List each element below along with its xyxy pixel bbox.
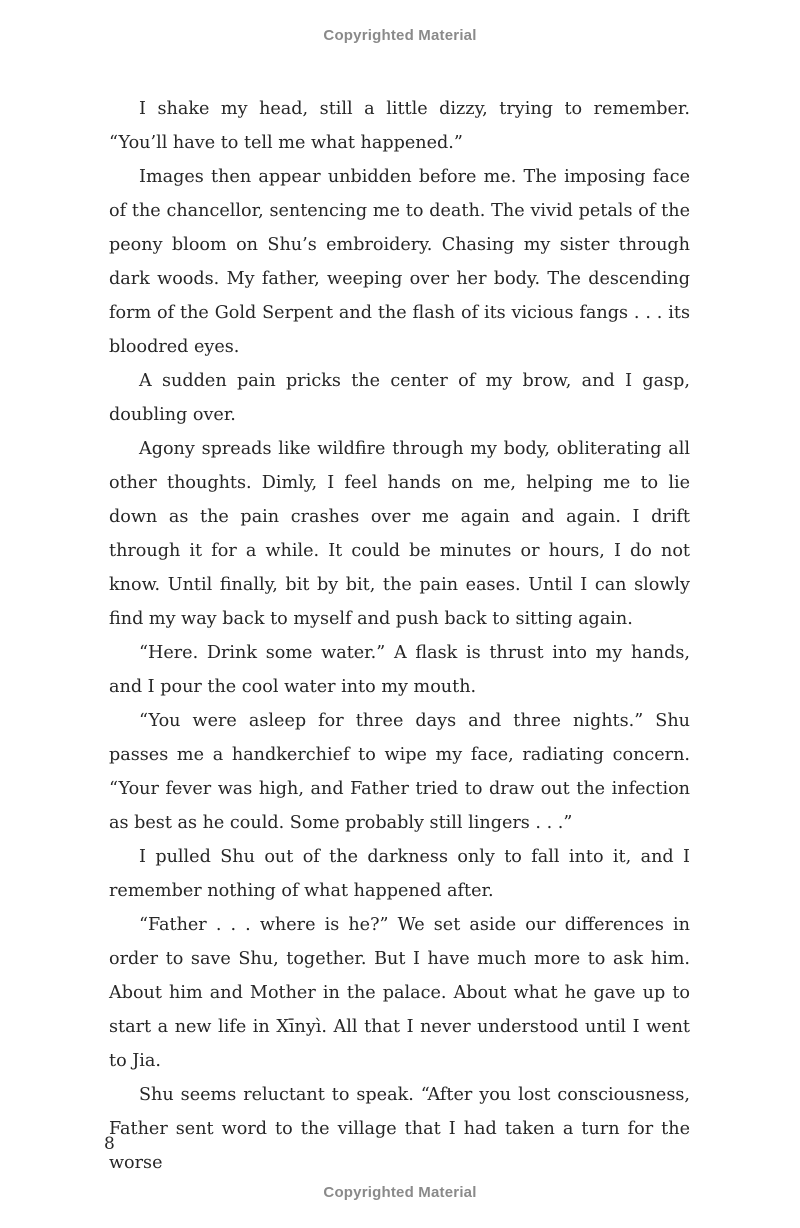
copyright-watermark-top: Copyrighted Material (323, 27, 477, 44)
paragraph: “Here. Drink some water.” A flask is thrust into my hands, and I pour the cool water into my mouth. (109, 643, 690, 697)
paragraph: A sudden pain pricks the center of my brow, and I gasp, doubling over. (109, 371, 690, 425)
paragraph: I pulled Shu out of the darkness only to fall into it, and I remember nothing of what happened after. (109, 847, 690, 901)
copyright-watermark-bottom: Copyrighted Material (323, 1184, 477, 1201)
paragraph: I shake my head, still a little dizzy, trying to remember. “You’ll have to tell me what happened.” (109, 99, 690, 153)
paragraph: Agony spreads like wildfire through my body, obliterating all other thoughts. Dimly, I feel hands on me, helping me to lie down as the pain crashes over me again and again. I drift through it for a while. It could be minutes or hours, I do not know. Until finally, bit by bit, the pain eases. Until I can slowly find my way back to myself and push back to sitting again. (109, 439, 690, 629)
page-number: 8 (104, 1134, 115, 1154)
paragraph: “Father . . . where is he?” We set aside our differences in order to save Shu, together. But I have much more to ask him. About him and Mother in the palace. About what he gave up to start a new life in Xīnyì. All that I never understood until I went to Jia. (109, 915, 690, 1071)
paragraph: Shu seems reluctant to speak. “After you lost consciousness, Father sent word to the village that I had taken a turn for the worse (109, 1085, 690, 1173)
paragraph: “You were asleep for three days and three nights.” Shu passes me a handkerchief to wipe my face, radiating concern. “Your fever was high, and Father tried to draw out the infection as best as he could. Some probably still lingers . . .” (109, 711, 690, 833)
book-text (109, 92, 690, 1180)
paragraph: Images then appear unbidden before me. The imposing face of the chancellor, sentencing me to death. The vivid petals of the peony bloom on Shu’s embroidery. Chasing my sister through dark woods. My father, weeping over her body. The descending form of the Gold Serpent and the flash of its vicious fangs . . . its bloodred eyes. (109, 167, 690, 357)
